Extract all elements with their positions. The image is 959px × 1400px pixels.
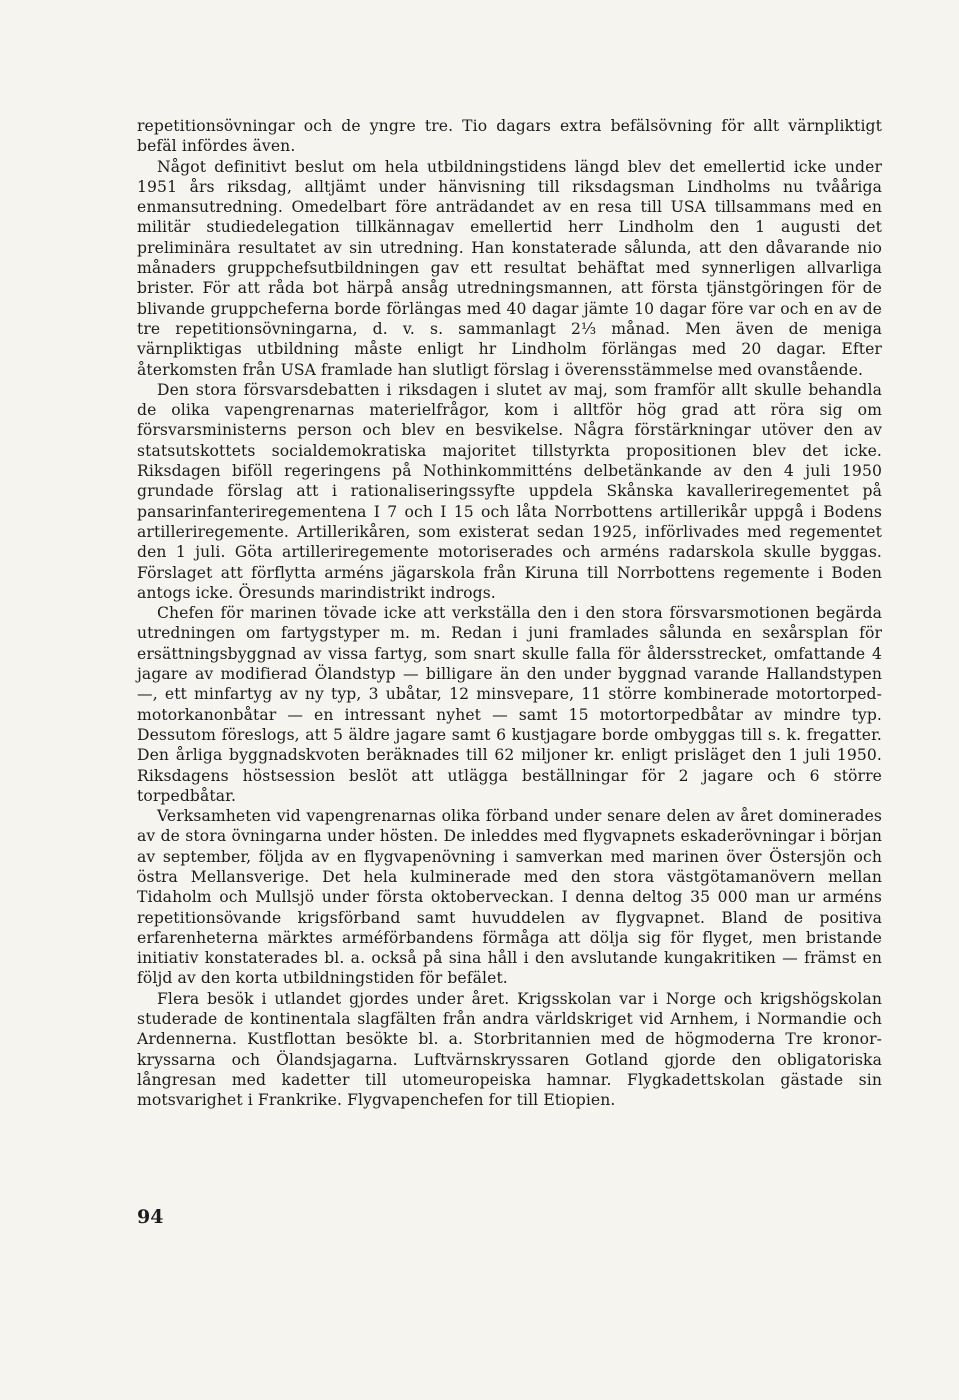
paragraph-2: Något definitivt beslut om hela utbildningstidens längd blev det emellertid icke under 1951 års riksdag, alltjämt under hänvisning till riksdagsman Lindholms nu tvååriga enmansutredning. Omedelbart före anträdandet av en resa till USA tillsammans med en militär studiedelegation tillkännagav emellertid herr Lindholm den 1 augusti det preliminära resultatet av sin utredning. Han konstaterade sålunda, att den dåvarande nio månaders gruppchefsutbildningen gav ett resultat behäftat med synnerligen allvarliga brister. För att råda bot härpå ansåg utredningsmannen, att första tjänstgöringen för de blivande gruppcheferna borde förlängas med 40 dagar jämte 10 dagar före var och en av de tre repetitionsövningarna, d. v. s. sammanlagt 2⅓ månad. Men även de meniga värnpliktigas utbildning måste enligt hr Lindholm förlängas med 20 dagar. Efter återkomsten från USA framlade han slutligt förslag i överensstämmelse med ovanstående. (137, 157, 882, 379)
paragraph-6: Flera besök i utlandet gjordes under året. Krigsskolan var i Norge och krigshögskolan studerade de kontinentala slagfälten från andra världskriget vid Arnhem, i Normandie och Ardennerna. Kustflottan besökte bl. a. Storbritannien med de högmoderna Tre kronor-kryssarna och Ölandsjagarna. Luftvärnskryssaren Gotland gjorde den obligatoriska långresan med kadetter till utomeuropeiska hamnar. Flygkadettskolan gästade sin motsvarighet i Frankrike. Flygvapenchefen for till Etiopien. (137, 989, 882, 1110)
paragraph-4: Chefen för marinen tövade icke att verkställa den i den stora försvarsmotionen begärda utredningen om fartygstyper m. m. Redan i juni framlades sålunda en sexårsplan för ersättningsbyggnad av vissa fartyg, som snart skulle falla för åldersstrecket, omfattande 4 jagare av modifierad Ölandstyp — billigare än den under byggnad varande Hallandstypen —, ett minfartyg av ny typ, 3 ubåtar, 12 minsvepare, 11 större kombinerade motortorped-motorkanonbåtar — en intressant nyhet — samt 15 motortorpedbåtar av mindre typ. Dessutom föreslogs, att 5 äldre jagare samt 6 kustjagare borde ombyggas till s. k. fregatter. Den årliga byggnadskvoten beräknades till 62 miljoner kr. enligt prisläget den 1 juli 1950. Riksdagens höstsession beslöt att utlägga beställningar för 2 jagare och 6 större torpedbåtar. (137, 604, 882, 805)
paragraph-5: Verksamheten vid vapengrenarnas olika förband under senare delen av året dominerades av de stora övningarna under hösten. De inleddes med flygvapnets eskaderövningar i början av september, följda av en flygvapenövning i samverkan med marinen över Östersjön och östra Mellansverige. Det hela kulminerade med den stora västgötamanövern mellan Tidaholm och Mullsjö under första oktoberveckan. I denna deltog 35 000 man ur arméns repetitionsövande krigsförband samt huvuddelen av flygvapnet. Bland de positiva erfarenheterna märktes arméförbandens förmåga att dölja sig för flyget, men bristande initiativ konstaterades bl. a. också på sina håll i den avslutande kungakritiken — främst en följd av den korta utbildningstiden för befälet. (137, 807, 882, 988)
paragraph-1: repetitionsövningar och de yngre tre. Tio dagars extra befälsövning för allt värnpliktigt befäl infördes även. (137, 117, 882, 156)
body-text (137, 116, 882, 1111)
page-number: 94 (137, 1206, 164, 1228)
paragraph-3: Den stora försvarsdebatten i riksdagen i slutet av maj, som framför allt skulle behandla de olika vapengrenarnas materielfrågor, kom i alltför hög grad att röra sig om försvarsministerns person och blev en besvikelse. Några förstärkningar utöver den av statsutskottets socialdemokratiska majoritet tillstyrkta propositionen blev det icke. Riksdagen biföll regeringens på Nothinkommitténs delbetänkande av den 4 juli 1950 grundade förslag att i rationaliseringssyfte uppdela Skånska kavalleriregementet på pansarinfanteriregementena I 7 och I 15 och låta Norrbottens artillerikår uppgå i Bodens artilleriregemente. Artillerikåren, som existerat sedan 1925, införlivades med regementet den 1 juli. Göta artilleriregemente motoriserades och arméns radarskola skulle byggas. Förslaget att förflytta arméns jägarskola från Kiruna till Norrbottens regemente i Boden antogs icke. Öresunds marindistrikt indrogs. (137, 380, 882, 602)
